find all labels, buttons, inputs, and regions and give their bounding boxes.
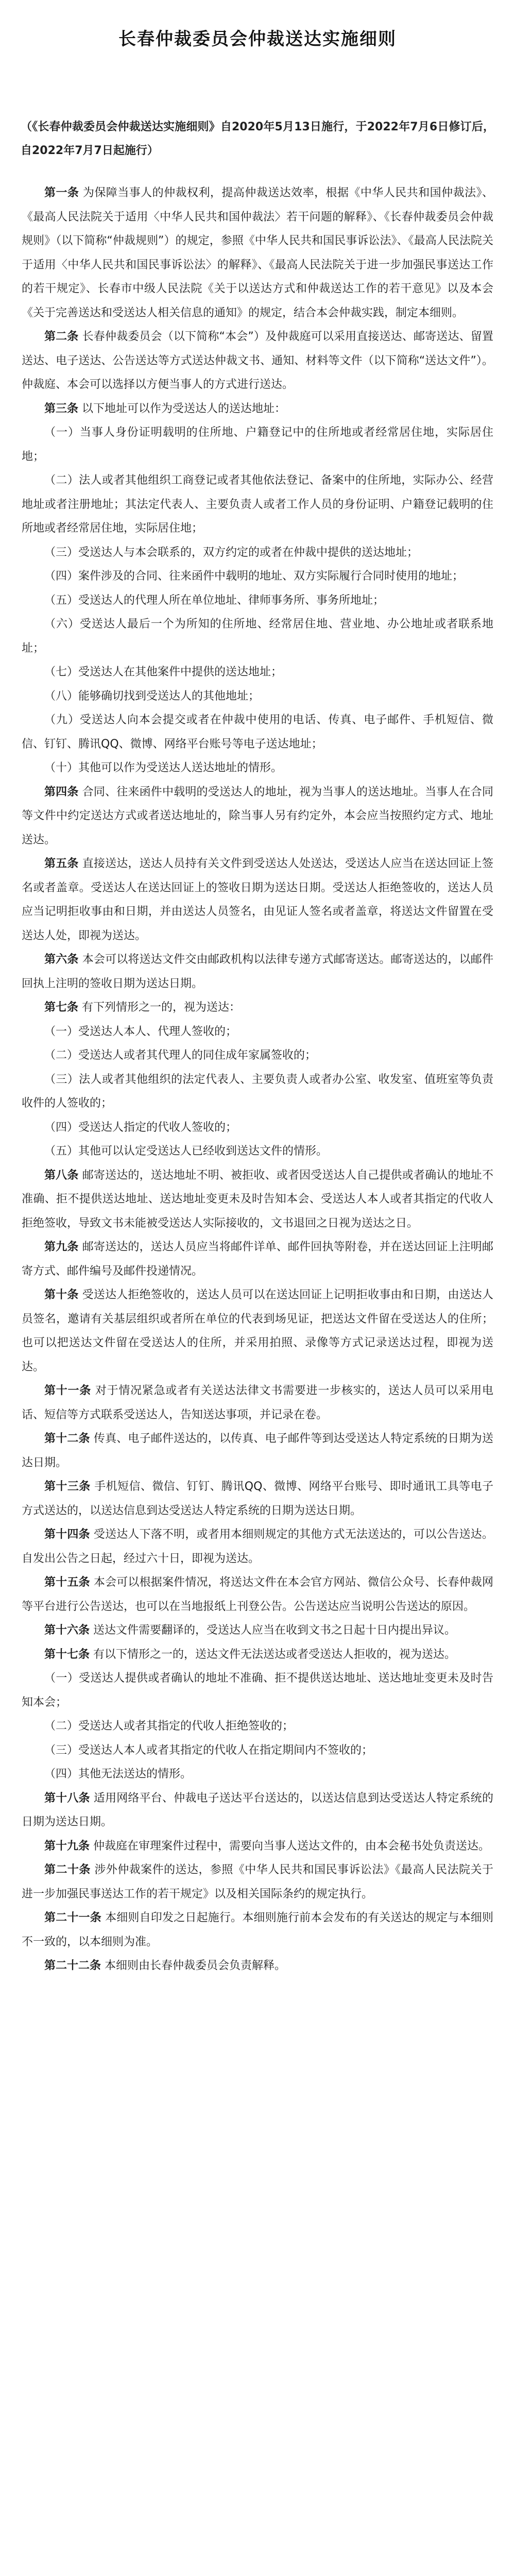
article-paragraph	[22, 756, 493, 781]
article-text: （八）能够确切找到受送达人的其他地址；	[44, 689, 260, 703]
article-paragraph	[22, 325, 493, 397]
article-paragraph	[22, 1762, 493, 1787]
article-number: 第十二条	[44, 1432, 90, 1445]
article-text: （十）其他可以作为受送达人送达地址的情形。	[44, 761, 283, 774]
article-paragraph	[22, 1619, 493, 1643]
article-text: 送达文件需要翻译的，受送达人应当在收到文书之日起十日内提出异议。	[93, 1624, 456, 1637]
article-text: 本会可以将送达文件交由邮政机构以法律专递方式邮寄送达。邮寄送达的，以邮件回执上注明的签收日期为送达日期。	[22, 953, 493, 990]
article-paragraph	[22, 948, 493, 996]
article-number: 第二十二条	[44, 1959, 101, 1972]
article-text: （二）法人或者其他组织工商登记或者其他依法登记、备案中的住所地，实际办公、经营地址或者注册地址；其法定代表人、主要负责人或者工作人员的身份证明、户籍登记载明的住所地或者经常居住地，实际居住地；	[22, 474, 493, 535]
article-text: （一）受送达人提供或者确认的地址不准确、拒不提供送达地址、送达地址变更未及时告知本会；	[22, 1672, 493, 1709]
article-paragraph	[22, 1020, 493, 1044]
article-text: 对于情况紧急或者有关送达法律文书需要进一步核实的，送达人员可以采用电话、短信等方式联系受送达人，告知送达事项，并记录在卷。	[22, 1384, 493, 1421]
article-number: 第十七条	[44, 1648, 90, 1661]
article-text: （四）受送达人指定的代收人签收的；	[44, 1121, 237, 1134]
article-text: 本细则自印发之日起施行。本细则施行前本会发布的有关送达的规定与本细则不一致的，以本细则为准。	[22, 1911, 493, 1948]
article-number: 第二十一条	[44, 1911, 101, 1924]
article-text: 为保障当事人的仲裁权利，提高仲裁送达效率，根据《中华人民共和国仲裁法》、《最高人民法院关于适用〈中华人民共和国仲裁法〉若干问题的解释》、《长春仲裁委员会仲裁规则》（以下简称“仲裁规则”）的规定，参照《中华人民共和国民事诉讼法》、《最高人民法院关于适用〈中华人民共和国民事诉讼法〉的解释》、《最高人民法院关于进一步加强民事送达工作的若干规定》、长春市中级人民法院《关于以送达方式和仲裁送达工作的若干意见》以及本会《关于完善送达和受送达人相关信息的通知》的规定，结合本会仲裁实践，制定本细则。	[22, 187, 493, 319]
article-number: 第十四条	[44, 1528, 90, 1541]
article-paragraph	[22, 1140, 493, 1164]
article-text: （三）法人或者其他组织的法定代表人、主要负责人或者办公室、收发室、值班室等负责收件的人签收的；	[22, 1073, 493, 1110]
article-paragraph	[22, 1116, 493, 1140]
article-text: 本会可以根据案件情况，将送达文件在本会官方网站、微信公众号、长春仲裁网等平台进行公告送达，也可以在当地报纸上刊登公告。公告送达应当说明公告送达的原因。	[22, 1576, 493, 1613]
article-number: 第六条	[44, 953, 79, 966]
article-paragraph	[22, 1379, 493, 1427]
article-text: （二）受送达人或者其指定的代收人拒绝签收的；	[44, 1720, 294, 1733]
article-number: 第二条	[44, 330, 79, 343]
article-text: 邮寄送达的，送达地址不明、被拒收、或者因受送达人自己提供或者确认的地址不准确、拒不提供送达地址、送达地址变更未及时告知本会、受送达人本人或者其指定的代收人拒绝签收，导致文书未能被受送达人实际接收的，文书退回之日视为送达之日。	[22, 1168, 493, 1230]
article-paragraph	[22, 1954, 493, 1978]
article-number: 第十五条	[44, 1576, 90, 1589]
article-paragraph	[22, 1283, 493, 1379]
article-number: 第十三条	[44, 1480, 91, 1493]
article-text: 有以下情形之一的，送达文件无法送达或者受送达人拒收的，视为送达。	[93, 1648, 456, 1661]
article-paragraph	[22, 1906, 493, 1954]
article-paragraph	[22, 781, 493, 853]
document-title: 长春仲裁委员会仲裁送达实施细则	[118, 29, 397, 49]
article-paragraph	[22, 996, 493, 1020]
article-text: 受送达人拒绝签收的，送达人员可以在送达回证上记明拒收事由和日期，由送达人员签名，邀请有关基层组织或者所在单位的代表到场见证，把送达文件留在受送达人的住所；也可以把送达文件留在受送达人的住所，并采用拍照、录像等方式记录送达过程，即视为送达。	[22, 1289, 493, 1374]
article-number: 第五条	[44, 857, 79, 870]
article-number: 第十八条	[44, 1791, 90, 1805]
article-paragraph	[22, 660, 493, 685]
article-text: 以下地址可以作为受送达人的送达地址：	[82, 402, 286, 415]
article-number: 第四条	[44, 785, 79, 799]
article-number: 第十条	[44, 1289, 79, 1301]
article-text: （一）当事人身份证明载明的住所地、户籍登记中的住所地或者经常居住地，实际居住地；	[22, 426, 493, 463]
article-number: 第十九条	[44, 1839, 90, 1853]
article-paragraph	[22, 181, 493, 325]
article-text: （二）受送达人或者其代理人的同住成年家属签收的；	[44, 1049, 317, 1062]
article-paragraph	[22, 1739, 493, 1763]
article-text: 本细则由长春仲裁委员会负责解释。	[105, 1959, 286, 1972]
article-text: （四）其他无法送达的情形。	[44, 1768, 192, 1781]
article-text: （五）受送达人的代理人所在单位地址、律师事务所、事务所地址；	[44, 594, 385, 607]
article-paragraph	[22, 708, 493, 756]
article-text: （七）受送达人在其他案件中提供的送达地址；	[44, 666, 283, 679]
article-number: 第九条	[44, 1241, 79, 1253]
article-paragraph	[22, 397, 493, 421]
article-paragraph	[22, 685, 493, 709]
article-paragraph	[22, 1044, 493, 1068]
article-text: 传真、电子邮件送达的，以传真、电子邮件等到达受送达人特定系统的日期为送达日期。	[22, 1432, 493, 1469]
article-text: （九）受送达人向本会提交或者在仲裁中使用的电话、传真、电子邮件、手机短信、微信、钉钉、腾讯QQ、微博、网络平台账号等电子送达地址；	[22, 714, 493, 751]
article-text: 受送达人下落不明，或者用本细则规定的其他方式无法送达的，可以公告送达。自发出公告之日起，经过六十日，即视为送达。	[22, 1528, 493, 1565]
article-number: 第七条	[44, 1001, 79, 1014]
article-paragraph	[22, 1715, 493, 1739]
article-paragraph	[22, 565, 493, 589]
article-paragraph	[22, 469, 493, 541]
article-number: 第十一条	[44, 1384, 92, 1397]
article-text: 适用网络平台、仲裁电子送达平台送达的，以送达信息到达受送达人特定系统的日期为送达日期。	[22, 1791, 493, 1828]
article-number: 第一条	[44, 187, 79, 199]
article-paragraph	[22, 1667, 493, 1715]
article-text: （四）案件涉及的合同、往来函件中载明的地址、双方实际履行合同时使用的地址；	[44, 570, 464, 583]
article-text: （六）受送达人最后一个为所知的住所地、经常居住地、营业地、办公地址或者联系地址；	[22, 618, 493, 655]
article-list	[22, 181, 493, 1978]
article-text: （三）受送达人本人或者其指定的代收人在指定期间内不签收的；	[44, 1743, 373, 1757]
article-text: （一）受送达人本人、代理人签收的；	[44, 1025, 237, 1038]
article-paragraph	[22, 1571, 493, 1619]
article-text: 邮寄送达的，送达人员应当将邮件详单、邮件回执等附卷，并在送达回证上注明邮寄方式、邮件编号及邮件投递情况。	[22, 1241, 493, 1278]
article-number: 第八条	[44, 1168, 79, 1182]
article-paragraph	[22, 1787, 493, 1835]
article-paragraph	[22, 589, 493, 613]
document-subtitle: （《长春仲裁委员会仲裁送达实施细则》自2020年5月13日施行，于2022年7月6日修订后，自2022年7月7日起施行）	[21, 121, 494, 157]
article-paragraph	[22, 1235, 493, 1283]
article-text: 涉外仲裁案件的送达，参照《中华人民共和国民事诉讼法》《最高人民法院关于进一步加强民事送达工作的若干规定》以及相关国际条约的规定执行。	[22, 1863, 493, 1901]
article-number: 第十六条	[44, 1624, 90, 1637]
article-paragraph	[22, 1523, 493, 1571]
article-paragraph	[22, 1643, 493, 1667]
article-text: 长春仲裁委员会（以下简称“本会”）及仲裁庭可以采用直接送达、邮寄送达、留置送达、电子送达、公告送达等方式送达仲裁文书、通知、材料等文件（以下简称“送达文件”）。仲裁庭、本会可以选择以方便当事人的方式进行送达。	[22, 330, 493, 391]
article-text: （三）受送达人与本会联系的，双方约定的或者在仲裁中提供的送达地址；	[44, 546, 419, 559]
article-paragraph	[22, 541, 493, 565]
article-paragraph	[22, 1858, 493, 1906]
article-paragraph	[22, 613, 493, 660]
article-paragraph	[22, 1835, 493, 1859]
article-paragraph	[22, 1068, 493, 1116]
article-paragraph	[22, 421, 493, 469]
article-number: 第三条	[44, 402, 79, 415]
article-number: 第二十条	[44, 1863, 91, 1876]
article-paragraph	[22, 1475, 493, 1523]
article-text: 手机短信、微信、钉钉、腾讯QQ、微博、网络平台账号、即时通讯工具等电子方式送达的，以送达信息到达受送达人特定系统的日期为送达日期。	[22, 1480, 494, 1517]
article-text: （五）其他可以认定受送达人已经收到送达文件的情形。	[44, 1145, 328, 1158]
article-text: 合同、往来函件中载明的受送达人的地址，视为当事人的送达地址。当事人在合同等文件中约定送达方式或者送达地址的，除当事人另有约定外，本会应当按照约定方式、地址送达。	[22, 785, 493, 846]
article-text: 直接送达，送达人员持有关文件到受送达人处送达，受送达人应当在送达回证上签名或者盖章。受送达人在送达回证上的签收日期为送达日期。受送达人拒绝签收的，送达人员应当记明拒收事由和日期，并由送达人员签名，由见证人签名或者盖章，将送达文件留置在受送达人处，即视为送达。	[22, 857, 493, 942]
article-text: 仲裁庭在审理案件过程中，需要向当事人送达文件的，由本会秘书处负责送达。	[93, 1839, 490, 1853]
article-text: 有下列情形之一的，视为送达：	[82, 1001, 241, 1014]
article-paragraph	[22, 1164, 493, 1236]
article-paragraph	[22, 1427, 493, 1475]
article-paragraph	[22, 852, 493, 948]
